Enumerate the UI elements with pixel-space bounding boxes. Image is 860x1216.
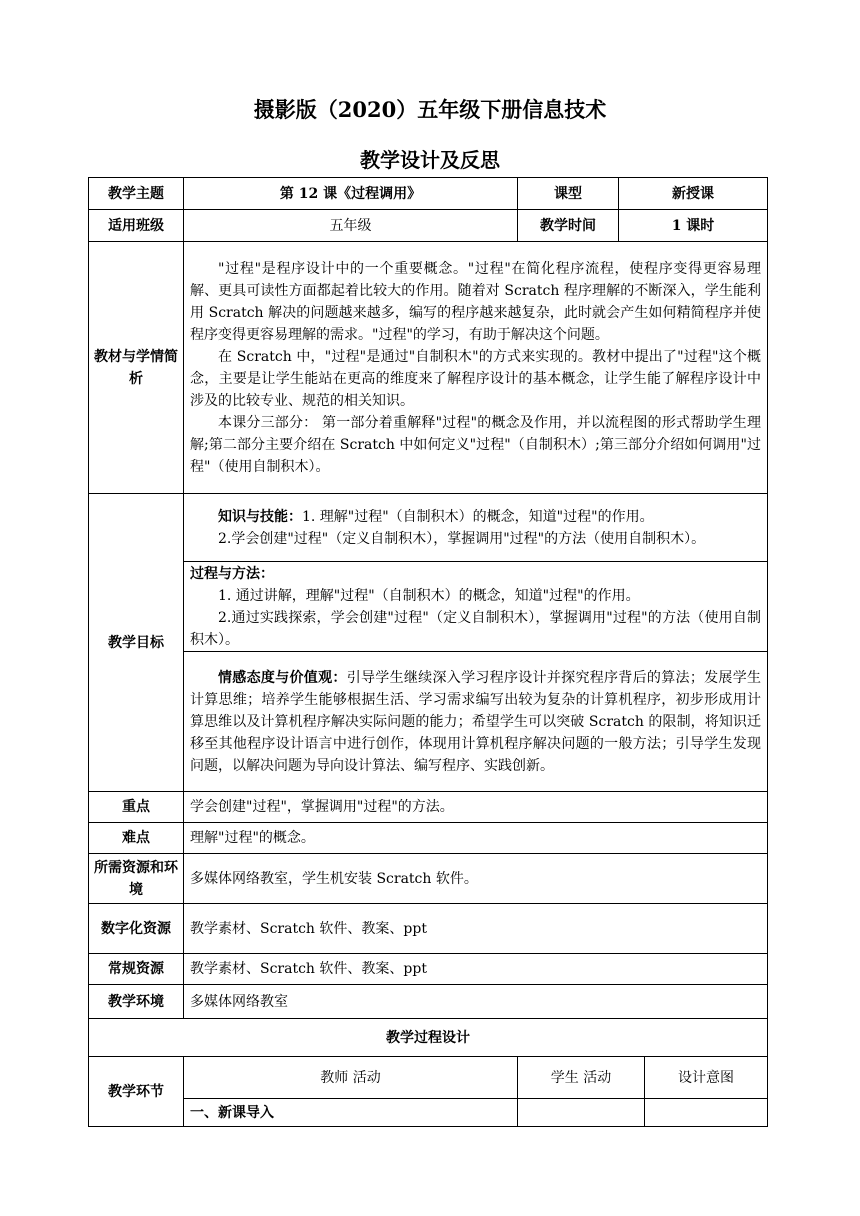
- regular-value: 教学素材、Scratch 软件、教案、ppt: [184, 954, 768, 985]
- analysis-paragraph-2: 在 Scratch 中，"过程"是通过"自制积木"的方式来实现的。教材中提出了"过程"这个概念，主要是让学生能站在更高的维度来了解程序设计的基本概念，让学生能了解程序设计中涉及的比较专业、规范的相关知识。: [190, 348, 761, 409]
- knowledge-item-1: 1. 理解"过程"（自制积木）的概念，知道"过程"的作用。: [302, 508, 654, 525]
- environment-label: 教学环境: [89, 985, 184, 1019]
- emotion-cell: [184, 652, 768, 792]
- objectives-label: 教学目标: [89, 494, 184, 792]
- row-environment: [89, 985, 768, 1019]
- topic-label: 教学主题: [89, 178, 184, 210]
- analysis-label: 教材与学情简析: [89, 242, 184, 494]
- process-design-heading: 教学过程设计: [89, 1019, 768, 1057]
- teacher-activity-header: 教师 活动: [184, 1057, 518, 1099]
- document-subtitle: 教学设计及反思: [360, 148, 500, 172]
- difficulty-value: 理解"过程"的概念。: [184, 823, 768, 854]
- resources-value: 多媒体网络教室，学生机安装 Scratch 软件。: [184, 854, 768, 904]
- row-difficulty: [89, 823, 768, 854]
- row-objectives-knowledge: [89, 494, 768, 562]
- first-step-intent: [645, 1099, 768, 1127]
- emotion-title: 情感态度与价值观：: [218, 669, 347, 686]
- document-title: 摄影版（2020）五年级下册信息技术: [253, 97, 607, 122]
- row-steps-header: [89, 1057, 768, 1099]
- design-intent-header: 设计意图: [645, 1057, 768, 1099]
- knowledge-title: 知识与技能：: [218, 508, 302, 525]
- process-item-2: 2.通过实践探索，学会创建"过程"（定义自制积木），掌握调用"过程"的方法（使用自制积木）。: [190, 609, 761, 648]
- type-value: 新授课: [619, 178, 768, 210]
- type-label: 课型: [518, 178, 619, 210]
- grade-label: 适用班级: [89, 210, 184, 242]
- first-step-label: 一、新课导入: [184, 1099, 518, 1127]
- regular-label: 常规资源: [89, 954, 184, 985]
- topic-value: 第 12 课《过程调用》: [184, 178, 518, 210]
- emotion-text: 引导学生继续深入学习程序设计并探究程序背后的算法；发展学生计算思维；培养学生能够根据生活、学习需求编写出较为复杂的计算机程序，初步形成用计算思维以及计算机程序解决实际问题的能力；希望学生可以突破 Scratch 的限制，将知识迁移至其他程序设计语言中进行创作，体现用计算机程序解决问题的一般方法；引导学生发现问题，以解决问题为导向设计算法、编写程序、实践创新。: [190, 669, 762, 774]
- analysis-paragraph-1: "过程"是程序设计中的一个重要概念。"过程"在简化程序流程，使程序变得更容易理解、更具可读性方面都起着比较大的作用。随着对 Scratch 程序理解的不断深入，学生能利用 Scratch 解决的问题越来越多，编写的程序越来越复杂，此时就会产生如何精简程序并使程序变得更容易理解的需求。"过程"的学习，有助于解决这个问题。: [190, 260, 761, 343]
- row-objectives-emotion: [89, 652, 768, 792]
- row-regular-resources: [89, 954, 768, 985]
- student-activity-header: 学生 活动: [518, 1057, 645, 1099]
- analysis-paragraph-3: 本课分三部分： 第一部分着重解释"过程"的概念及作用，并以流程图的形式帮助学生理解;第二部分主要介绍在 Scratch 中如何定义"过程"（自制积木）;第三部分介绍如何调用"过程"（使用自制积木）。: [190, 414, 761, 475]
- resources-label: 所需资源和环境: [89, 854, 184, 904]
- analysis-content: [184, 242, 768, 494]
- first-step-student: [518, 1099, 645, 1127]
- row-resources: [89, 854, 768, 904]
- row-key-point: [89, 792, 768, 823]
- environment-value: 多媒体网络教室: [184, 985, 768, 1019]
- knowledge-item-2: 2.学会创建"过程"（定义自制积木），掌握调用"过程"的方法（使用自制积木）。: [218, 530, 706, 547]
- row-grade: [89, 210, 768, 242]
- process-item-1: 1. 通过讲解，理解"过程"（自制积木）的概念，知道"过程"的作用。: [218, 587, 640, 604]
- row-objectives-process: [89, 562, 768, 652]
- knowledge-cell: [184, 494, 768, 562]
- key-point-value: 学会创建"过程"，掌握调用"过程"的方法。: [184, 792, 768, 823]
- digital-label: 数字化资源: [89, 904, 184, 954]
- time-value: 1 课时: [619, 210, 768, 242]
- row-digital-resources: [89, 904, 768, 954]
- digital-value: 教学素材、Scratch 软件、教案、ppt: [184, 904, 768, 954]
- steps-label: 教学环节: [89, 1057, 184, 1127]
- time-label: 教学时间: [518, 210, 619, 242]
- process-title: 过程与方法：: [190, 565, 274, 582]
- grade-value: 五年级: [184, 210, 518, 242]
- row-topic: [89, 178, 768, 210]
- row-analysis: [89, 242, 768, 494]
- row-process-design: [89, 1019, 768, 1057]
- row-first-step: [89, 1099, 768, 1127]
- lesson-plan-table: [88, 177, 768, 1127]
- key-point-label: 重点: [89, 792, 184, 823]
- difficulty-label: 难点: [89, 823, 184, 854]
- process-cell: [184, 562, 768, 652]
